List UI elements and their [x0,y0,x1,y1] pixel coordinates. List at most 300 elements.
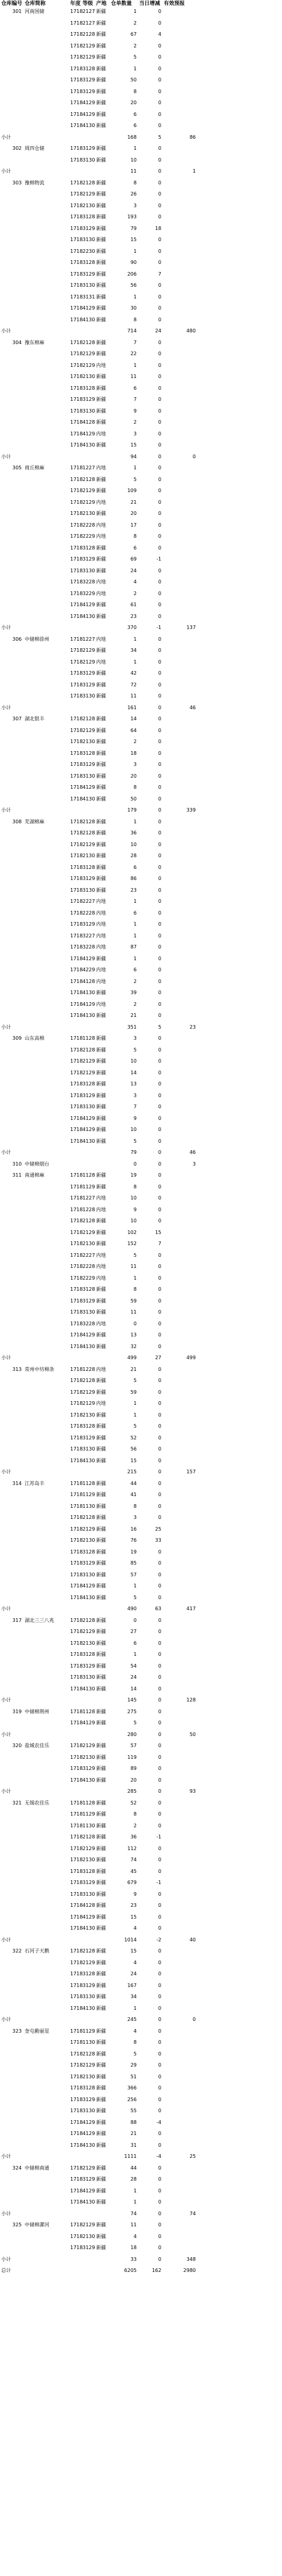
daily-change-cell: 0 [158,2187,161,2194]
table-row [0,1412,282,1418]
receipt-qty-cell: 10 [130,1058,137,1064]
year-cell: 1718 [70,1708,83,1714]
table-row [0,2130,282,2137]
receipt-qty-cell: 2 [133,1001,137,1007]
year-cell: 1718 [70,2108,83,2113]
origin-cell: 新疆 [96,1104,106,1109]
receipt-qty-cell: 1 [133,636,137,642]
table-row [0,2051,282,2057]
year-cell: 1718 [70,716,83,722]
receipt-qty-cell: 280 [127,1731,137,1737]
year-cell: 1718 [70,1811,83,1817]
daily-change-cell: 0 [158,727,161,733]
daily-change-cell: 0 [158,1183,161,1190]
daily-change-cell: 0 [158,123,161,128]
table-row [0,1389,282,1396]
table-row [0,1161,282,1167]
year-cell: 1718 [70,1685,83,1692]
year-cell: 1718 [70,362,83,368]
table-row [0,1126,282,1133]
receipt-qty-cell: 679 [127,1880,137,1885]
receipt-qty-cell: 72 [130,681,137,688]
grade-cell: 2128 [83,716,95,722]
receipt-qty-cell: 6 [133,123,137,128]
year-cell: 1718 [70,1560,83,1566]
year-cell: 1718 [70,2131,83,2136]
year-cell: 1718 [70,1457,83,1463]
table-row [0,1503,282,1510]
table-row [0,1856,282,1863]
grade-cell: 1128 [83,1800,95,1806]
table-row [0,122,282,129]
daily-change-cell: 0 [158,9,161,14]
origin-cell: 新疆 [96,1685,106,1692]
origin-cell: 新疆 [96,374,106,379]
year-cell: 1718 [70,305,83,311]
receipt-qty-cell: 15 [130,1914,137,1920]
grade-cell: 2128 [83,1047,95,1053]
receipt-qty-cell: 3 [133,202,137,208]
grade-cell: 2229 [83,1275,95,1281]
year-cell: 1718 [70,351,83,356]
table-row [0,1582,282,1589]
table-row [0,1902,282,1909]
origin-cell: 新疆 [96,20,106,26]
table-row [0,1263,282,1270]
year-cell: 1718 [70,978,83,984]
table-row [0,1914,282,1920]
receipt-qty-cell: 10 [130,1218,137,1224]
daily-change-cell: 0 [158,830,161,836]
daily-change-cell: 0 [158,579,161,585]
daily-change-cell: 0 [158,1845,161,1851]
table-row [0,510,282,517]
year-cell: 1718 [70,179,83,186]
receipt-qty-cell: 32 [130,1343,137,1349]
grade-cell: 2128 [83,818,95,825]
origin-cell: 内地 [96,1401,106,1406]
subtotal-row [0,1731,282,1738]
daily-change-cell: 0 [158,545,161,551]
origin-cell: 新疆 [96,762,106,767]
grade-cell: 1228 [83,1206,95,1212]
origin-cell: 内地 [96,362,106,368]
table-row [0,1594,282,1601]
year-cell: 1718 [70,853,83,858]
table-row [0,887,282,894]
warehouse-name-cell: 商丘棉麻 [25,465,44,471]
grade-cell: 1227 [83,465,95,471]
year-cell: 1718 [70,2142,83,2148]
origin-cell: 新疆 [96,1674,106,1680]
year-cell: 1718 [70,944,83,950]
table-row [0,385,282,392]
year-cell: 1718 [70,511,83,516]
warehouse-name-cell: 奎屯勤丽星 [25,2028,49,2034]
year-cell: 1718 [70,1275,83,1281]
header-warehouse-name: 仓库简称 [25,1,46,7]
origin-cell: 新疆 [96,830,106,836]
subtotal-row [0,2210,282,2217]
table-row [0,1879,282,1886]
receipt-qty-cell: 89 [130,1766,137,1771]
year-cell: 1718 [70,1982,83,1988]
table-row [0,796,282,802]
table-row [0,841,282,848]
daily-change-cell: 0 [158,476,161,482]
grade-cell: 3128 [83,545,95,551]
valid-forecast-cell: 2980 [183,2268,196,2273]
daily-change-cell: 0 [158,921,161,927]
year-cell: 1718 [70,1834,83,1840]
subtotal-label: 小计 [1,1355,11,1360]
receipt-qty-cell: 3 [133,1092,137,1098]
receipt-qty-cell: 168 [127,134,137,140]
warehouse-id-cell: 305 [12,465,22,471]
table-row [0,2028,282,2035]
origin-cell: 新疆 [96,419,106,425]
receipt-qty-cell: 11 [130,693,137,699]
table-row [0,750,282,757]
origin-cell: 新疆 [96,1800,106,1806]
subtotal-label: 小计 [1,1731,11,1737]
origin-cell: 新疆 [96,88,106,94]
grade-cell: 2130 [83,1241,95,1246]
receipt-qty-cell: 714 [127,328,137,334]
total-row [0,2267,282,2274]
receipt-qty-cell: 10 [130,841,137,847]
subtotal-row [0,1697,282,1703]
year-cell: 1718 [70,1663,83,1669]
table-row [0,1035,282,1042]
grade-cell: 3128 [83,1081,95,1087]
daily-change-cell: 7 [158,271,161,277]
grade-cell: 3129 [83,1880,95,1885]
year-cell: 1718 [70,932,83,939]
table-row [0,522,282,529]
grade-cell: 2129 [83,1845,95,1851]
table-row [0,2187,282,2194]
receipt-qty-cell: 1 [133,1401,137,1406]
daily-change-cell: 0 [158,294,161,300]
year-cell: 1718 [70,1115,83,1121]
grade-cell: 4129 [83,111,95,117]
grade-cell: 3130 [83,157,95,163]
origin-cell: 新疆 [96,1127,106,1132]
grade-cell: 4129 [83,955,95,961]
receipt-qty-cell: 1 [133,9,137,14]
daily-change-cell: 0 [158,20,161,26]
receipt-qty-cell: 6 [133,967,137,973]
table-row [0,556,282,562]
daily-change-cell: 0 [158,1434,161,1441]
grade-cell: 2128 [83,1218,95,1224]
daily-change-cell: 0 [158,374,161,379]
receipt-qty-cell: 5 [133,1594,137,1600]
year-cell: 1718 [70,921,83,927]
subtotal-label: 小计 [1,807,11,813]
table-row [0,1103,282,1110]
receipt-qty-cell: 14 [130,1685,137,1692]
daily-change-cell: 0 [158,1366,161,1372]
table-row [0,1309,282,1315]
year-cell: 1718 [70,1389,83,1395]
origin-cell: 新疆 [96,157,106,163]
daily-change-cell: 0 [158,465,161,471]
warehouse-id-cell: 313 [12,1366,22,1372]
daily-change-cell: 0 [158,2062,161,2068]
origin-cell: 内地 [96,579,106,585]
year-cell: 1718 [70,499,83,505]
daily-change-cell: 0 [158,2108,161,2113]
grade-cell: 2130 [83,1412,95,1418]
grade-cell: 4130 [83,1343,95,1349]
receipt-qty-cell: 59 [130,1298,137,1304]
origin-cell: 新疆 [96,567,106,574]
grade-cell: 2130 [83,1640,95,1646]
receipt-qty-cell: 1 [133,932,137,939]
origin-cell: 新疆 [96,397,106,402]
table-row [0,179,282,186]
origin-cell: 新疆 [96,990,106,995]
daily-change-cell: 0 [158,1069,161,1076]
receipt-qty-cell: 69 [130,556,137,562]
year-cell: 1718 [70,762,83,767]
receipt-qty-cell: 5 [133,1720,137,1726]
daily-change-cell: 0 [158,1788,161,1794]
origin-cell: 新疆 [96,1309,106,1315]
receipt-qty-cell: 44 [130,2165,137,2171]
receipt-qty-cell: 9 [133,408,137,414]
origin-cell: 新疆 [96,1457,106,1463]
subtotal-row [0,1788,282,1795]
daily-change-cell: 0 [158,146,161,151]
daily-change-cell: 0 [158,453,161,459]
table-row [0,236,282,243]
receipt-qty-cell: 112 [127,1845,137,1851]
year-cell: 1718 [70,1378,83,1383]
warehouse-name-cell: 盐城农佳乐 [25,1743,49,1748]
grade-cell: 4130 [83,796,95,802]
receipt-qty-cell: 30 [130,305,137,311]
header-valid-forecast: 有效预报 [164,1,185,7]
grade-cell: 3129 [83,1560,95,1566]
origin-cell: 新疆 [96,191,106,197]
grade-cell: 2129 [83,2165,95,2171]
year-cell: 1718 [70,750,83,756]
grade-cell: 2129 [83,841,95,847]
grade-cell: 3130 [83,693,95,699]
receipt-qty-cell: 24 [130,1971,137,1977]
table-row [0,2073,282,2080]
origin-cell: 新疆 [96,864,106,870]
year-cell: 1718 [70,374,83,379]
receipt-qty-cell: 0 [133,1617,137,1623]
grade-cell: 1130 [83,1822,95,1829]
receipt-qty-cell: 20 [130,511,137,516]
warehouse-name-cell: 江苏岛丰 [25,1480,44,1486]
table-row [0,88,282,95]
year-cell: 1718 [70,1800,83,1806]
table-row [0,932,282,939]
table-row [0,1765,282,1772]
daily-change-cell: 0 [158,864,161,870]
daily-change-cell: 0 [158,670,161,676]
table-row [0,1138,282,1145]
receipt-qty-cell: 1 [133,955,137,961]
table-row [0,1537,282,1544]
receipt-qty-cell: 351 [127,1024,137,1030]
grade-cell: 2128 [83,2051,95,2057]
header-grade: 等级 [83,1,94,7]
year-cell: 1718 [70,648,83,653]
table-row [0,1252,282,1259]
year-cell: 1718 [70,636,83,642]
receipt-qty-cell: 256 [127,2096,137,2102]
table-row [0,1286,282,1293]
receipt-qty-cell: 36 [130,1834,137,1840]
year-cell: 1718 [70,613,83,619]
origin-cell: 新疆 [96,1229,106,1235]
receipt-qty-cell: 15 [130,442,137,448]
receipt-qty-cell: 245 [127,2017,137,2022]
receipt-qty-cell: 44 [130,1480,137,1486]
grade-cell: 3128 [83,214,95,220]
grade-cell: 2128 [83,476,95,482]
origin-cell: 新疆 [96,385,106,391]
receipt-qty-cell: 11 [130,1309,137,1315]
daily-change-cell: 0 [158,613,161,619]
origin-cell: 新疆 [96,1857,106,1862]
table-row [0,1457,282,1464]
daily-change-cell: -1 [156,625,161,630]
daily-change-cell: 0 [158,739,161,744]
year-cell: 1718 [70,1172,83,1178]
year-cell: 1718 [70,1959,83,1965]
table-row [0,430,282,437]
year-cell: 1718 [70,1183,83,1190]
table-row [0,1526,282,1533]
daily-change-cell: 18 [155,225,161,231]
origin-cell: 新疆 [96,693,106,699]
grade-cell: 3130 [83,408,95,414]
table-row [0,316,282,323]
daily-change-cell: 0 [158,1013,161,1018]
origin-cell: 新疆 [96,887,106,893]
year-cell: 1718 [70,146,83,151]
table-row [0,647,282,654]
table-row [0,1925,282,1932]
origin-cell: 新疆 [96,773,106,779]
receipt-qty-cell: 1 [133,2005,137,2011]
origin-cell: 新疆 [96,750,106,756]
year-cell: 1718 [70,1366,83,1372]
daily-change-cell: 0 [158,2256,161,2262]
grade-cell: 4130 [83,613,95,619]
table-row [0,681,282,688]
year-cell: 1718 [70,1001,83,1007]
subtotal-row [0,453,282,460]
table-row [0,202,282,209]
daily-change-cell: 0 [158,1035,161,1041]
table-row [0,2062,282,2068]
receipt-qty-cell: 3 [133,1035,137,1041]
warehouse-name-cell: 中储棉徐州 [25,636,49,642]
valid-forecast-cell: 348 [186,2256,196,2262]
receipt-qty-cell: 9 [133,1891,137,1897]
year-cell: 1718 [70,1822,83,1829]
origin-cell: 新疆 [96,1480,106,1486]
receipt-qty-cell: 8 [133,1811,137,1817]
origin-cell: 新疆 [96,613,106,619]
receipt-qty-cell: 1 [133,1412,137,1418]
year-cell: 1718 [70,1047,83,1053]
year-cell: 1718 [70,100,83,105]
origin-cell: 新疆 [96,488,106,493]
daily-change-cell: 0 [158,1914,161,1920]
warehouse-name-cell: 中储棉南通 [25,2165,49,2171]
grade-cell: 4130 [83,2142,95,2148]
grade-cell: 2229 [83,533,95,539]
table-row [0,408,282,414]
receipt-qty-cell: 1 [133,818,137,825]
daily-change-cell: 0 [158,1104,161,1109]
warehouse-id-cell: 308 [12,818,22,825]
table-row [0,1845,282,1852]
grade-cell: 3130 [83,1104,95,1109]
table-row [0,2119,282,2126]
daily-change-cell: 0 [158,1754,161,1760]
year-cell: 1718 [70,282,83,288]
origin-cell: 内地 [96,1001,106,1007]
year-cell: 1718 [70,1492,83,1497]
year-cell: 1718 [70,784,83,790]
grade-cell: 4130 [83,1457,95,1463]
grade-cell: 3129 [83,556,95,562]
grade-cell: 2129 [83,727,95,733]
grade-cell: 3128 [83,1286,95,1292]
daily-change-cell: 0 [158,1081,161,1087]
receipt-qty-cell: 74 [130,2210,137,2216]
receipt-qty-cell: 2 [133,43,137,49]
year-cell: 1718 [70,1914,83,1920]
daily-change-cell: 0 [158,876,161,881]
valid-forecast-cell: 50 [189,1731,196,1737]
grade-cell: 2129 [83,191,95,197]
grade-cell: 3130 [83,1994,95,1999]
daily-change-cell: 0 [158,2085,161,2091]
origin-cell: 新疆 [96,1069,106,1076]
daily-change-cell: 0 [158,1457,161,1463]
origin-cell: 新疆 [96,1047,106,1053]
receipt-qty-cell: 2 [133,419,137,425]
table-row [0,8,282,15]
daily-change-cell: 0 [158,1959,161,1965]
daily-change-cell: 0 [158,1058,161,1064]
year-cell: 1718 [70,876,83,881]
subtotal-row [0,1024,282,1031]
origin-cell: 新疆 [96,2187,106,2194]
daily-change-cell: 0 [158,2233,161,2239]
daily-change-cell: 0 [158,602,161,607]
year-cell: 1718 [70,31,83,37]
origin-cell: 内地 [96,1252,106,1258]
table-row [0,1549,282,1555]
origin-cell: 内地 [96,921,106,927]
daily-change-cell: 0 [158,430,161,437]
year-cell: 1718 [70,1549,83,1555]
daily-change-cell: 0 [158,1685,161,1692]
